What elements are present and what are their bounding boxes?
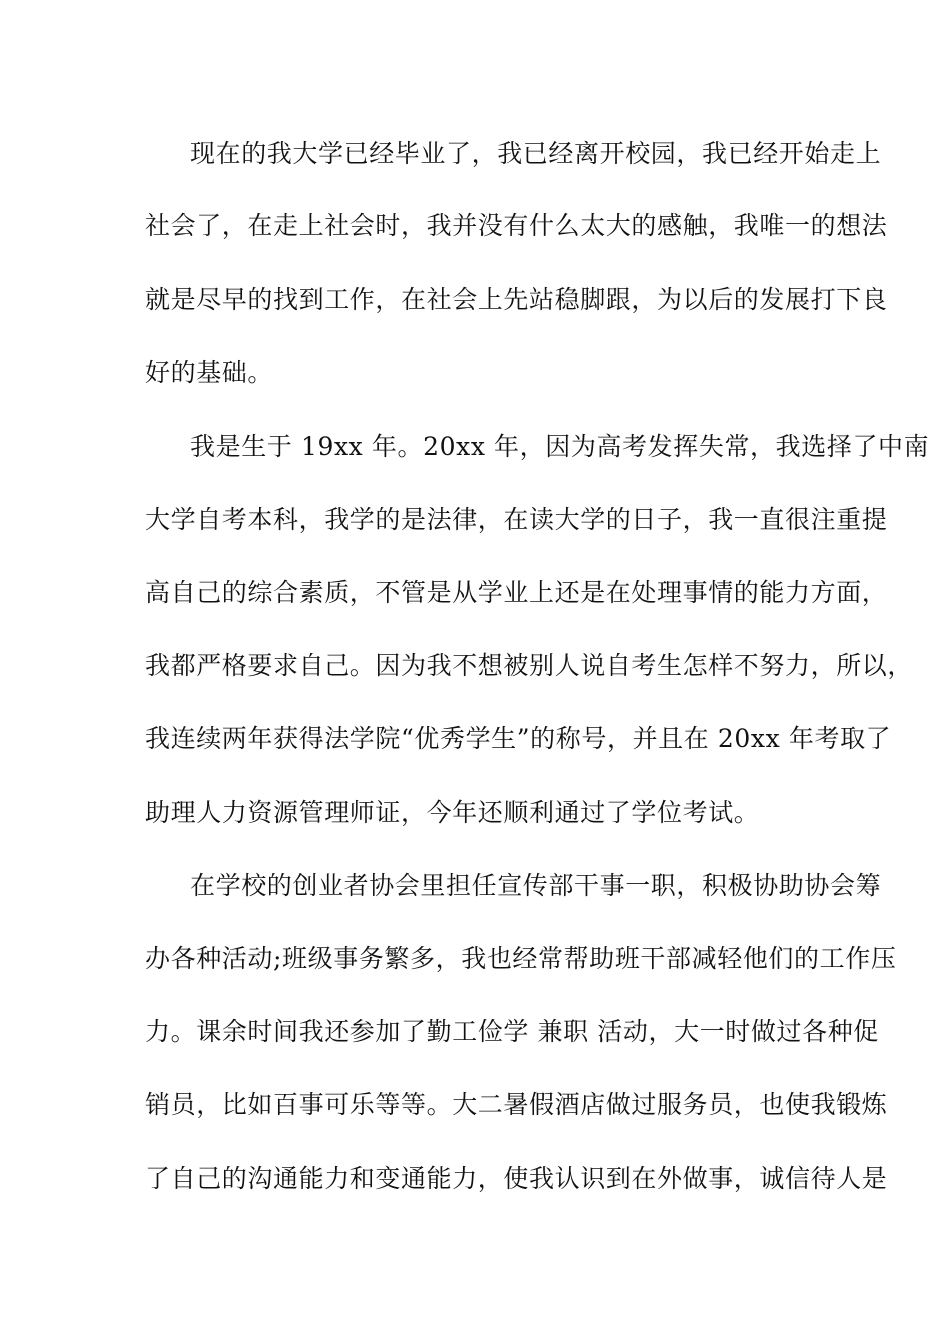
paragraph-line: 我是生于 19xx 年。20xx 年，因为高考发挥失常，我选择了中南 [190, 432, 930, 461]
paragraph-line: 在学校的创业者协会里担任宣传部干事一职，积极协助协会筹 [190, 871, 882, 900]
paragraph-line: 销员，比如百事可乐等等。大二暑假酒店做过服务员，也使我锻炼 [145, 1090, 888, 1119]
paragraph-line: 办各种活动;班级事务繁多，我也经常帮助班干部减轻他们的工作压 [145, 944, 897, 973]
paragraph-line: 了自己的沟通能力和变通能力，使我认识到在外做事，诚信待人是 [145, 1164, 888, 1193]
paragraph-line: 大学自考本科，我学的是法律，在读大学的日子，我一直很注重提 [145, 505, 888, 534]
paragraph-line: 现在的我大学已经毕业了，我已经离开校园，我已经开始走上 [190, 139, 882, 168]
paragraph-line: 我连续两年获得法学院“优秀学生”的称号，并且在 20xx 年考取了 [145, 724, 892, 753]
paragraph-line: 好的基础。 [145, 358, 274, 387]
paragraph-line: 助理人力资源管理师证，今年还顺利通过了学位考试。 [145, 798, 760, 827]
paragraph-line: 力。课余时间我还参加了勤工俭学 兼职 活动，大一时做过各种促 [145, 1017, 879, 1046]
paragraph-line: 就是尽早的找到工作，在社会上先站稳脚跟，为以后的发展打下良 [145, 285, 888, 314]
paragraph-line: 高自己的综合素质，不管是从学业上还是在处理事情的能力方面， [145, 578, 888, 607]
paragraph-line: 我都严格要求自己。因为我不想被别人说自考生怎样不努力，所以， [145, 651, 914, 680]
paragraph-line: 社会了，在走上社会时，我并没有什么太大的感触，我唯一的想法 [145, 211, 888, 240]
